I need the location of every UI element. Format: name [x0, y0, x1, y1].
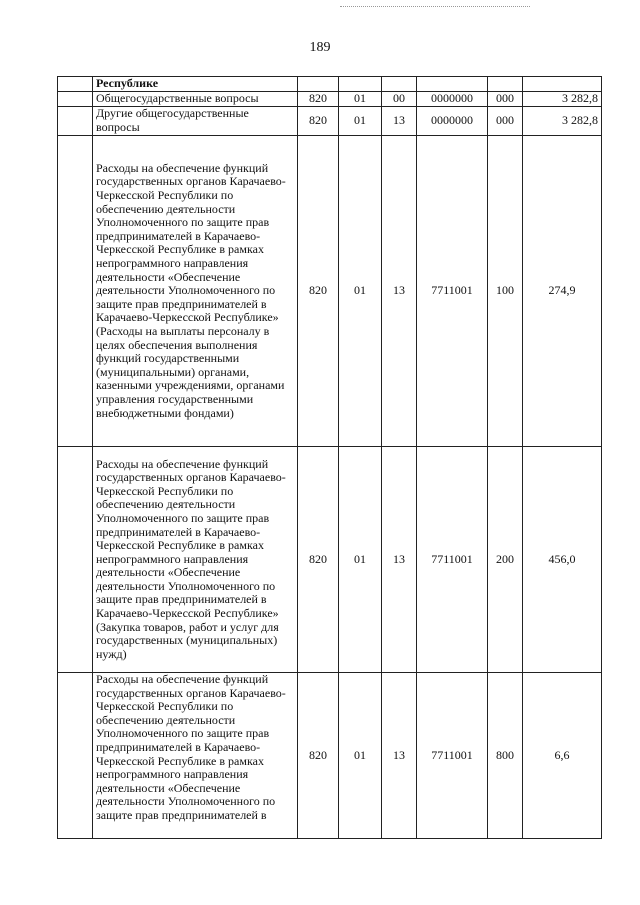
page-number: 189: [309, 40, 331, 55]
csr-cell: 7711001: [417, 136, 488, 447]
row-number-cell: [58, 136, 93, 447]
page-top-edge-mark: [340, 6, 530, 8]
vr-cell: 800: [488, 673, 523, 839]
row-number-cell: [58, 447, 93, 673]
name-cell: Расходы на обеспечение функций государственных органов Карачаево-Черкесской Республики по обеспечению деятельности Уполномоченного по защите прав предпринимателей в Карачаево-Черкесской Республике в рамках непрограммного направления деятельности «Обеспечение деятельности Уполномоченного по защите прав предпринимателей в Карачаево-Черкесской Республике» (Расходы на выплаты персоналу в целях обеспечения выполнения функций государственными (муниципальными) органами, казенными учреждениями, органами управления государственными внебюджетными фондами): [93, 136, 298, 447]
table-row: [58, 92, 602, 107]
vr-cell: 100: [488, 136, 523, 447]
csr-cell: 0000000: [417, 92, 488, 107]
gl-cell: 820: [298, 447, 339, 673]
gl-cell: 820: [298, 92, 339, 107]
vr-cell: [488, 77, 523, 92]
row-number-cell: [58, 77, 93, 92]
rz-cell: 01: [339, 107, 382, 136]
sum-cell: 3 282,8: [523, 107, 602, 136]
rz-cell: 01: [339, 92, 382, 107]
budget-table: [57, 76, 602, 839]
sum-cell: 456,0: [523, 447, 602, 673]
name-cell: Республике: [93, 77, 298, 92]
name-cell: Общегосударственные вопросы: [93, 92, 298, 107]
gl-cell: [298, 77, 339, 92]
sum-cell: [523, 77, 602, 92]
rz-cell: [339, 77, 382, 92]
pr-cell: 13: [382, 107, 417, 136]
table-row: [58, 107, 602, 136]
name-cell: Другие общегосударственные вопросы: [93, 107, 298, 136]
gl-cell: 820: [298, 107, 339, 136]
csr-cell: 7711001: [417, 447, 488, 673]
csr-cell: [417, 77, 488, 92]
pr-cell: 13: [382, 673, 417, 839]
name-cell: Расходы на обеспечение функций государственных органов Карачаево-Черкесской Республики по обеспечению деятельности Уполномоченного по защите прав предпринимателей в Карачаево-Черкесской Республике в рамках непрограммного направления деятельности «Обеспечение деятельности Уполномоченного по защите прав предпринимателей в: [93, 673, 298, 839]
rz-cell: 01: [339, 447, 382, 673]
gl-cell: 820: [298, 136, 339, 447]
gl-cell: 820: [298, 673, 339, 839]
vr-cell: 000: [488, 92, 523, 107]
table-row: [58, 77, 602, 92]
row-number-cell: [58, 92, 93, 107]
table-row: [58, 447, 602, 673]
pr-cell: [382, 77, 417, 92]
row-number-cell: [58, 107, 93, 136]
sum-cell: 6,6: [523, 673, 602, 839]
sum-cell: 3 282,8: [523, 92, 602, 107]
vr-cell: 200: [488, 447, 523, 673]
rz-cell: 01: [339, 673, 382, 839]
pr-cell: 13: [382, 136, 417, 447]
pr-cell: 00: [382, 92, 417, 107]
row-number-cell: [58, 673, 93, 839]
name-cell: Расходы на обеспечение функций государственных органов Карачаево-Черкесской Республики по обеспечению деятельности Уполномоченного по защите прав предпринимателей в Карачаево-Черкесской Республике в рамках непрограммного направления деятельности «Обеспечение деятельности Уполномоченного по защите прав предпринимателей в Карачаево-Черкесской Республике» (Закупка товаров, работ и услуг для государственных (муниципальных) нужд): [93, 447, 298, 673]
sum-cell: 274,9: [523, 136, 602, 447]
vr-cell: 000: [488, 107, 523, 136]
rz-cell: 01: [339, 136, 382, 447]
table-row: [58, 136, 602, 447]
csr-cell: 7711001: [417, 673, 488, 839]
csr-cell: 0000000: [417, 107, 488, 136]
pr-cell: 13: [382, 447, 417, 673]
table-row: [58, 673, 602, 839]
